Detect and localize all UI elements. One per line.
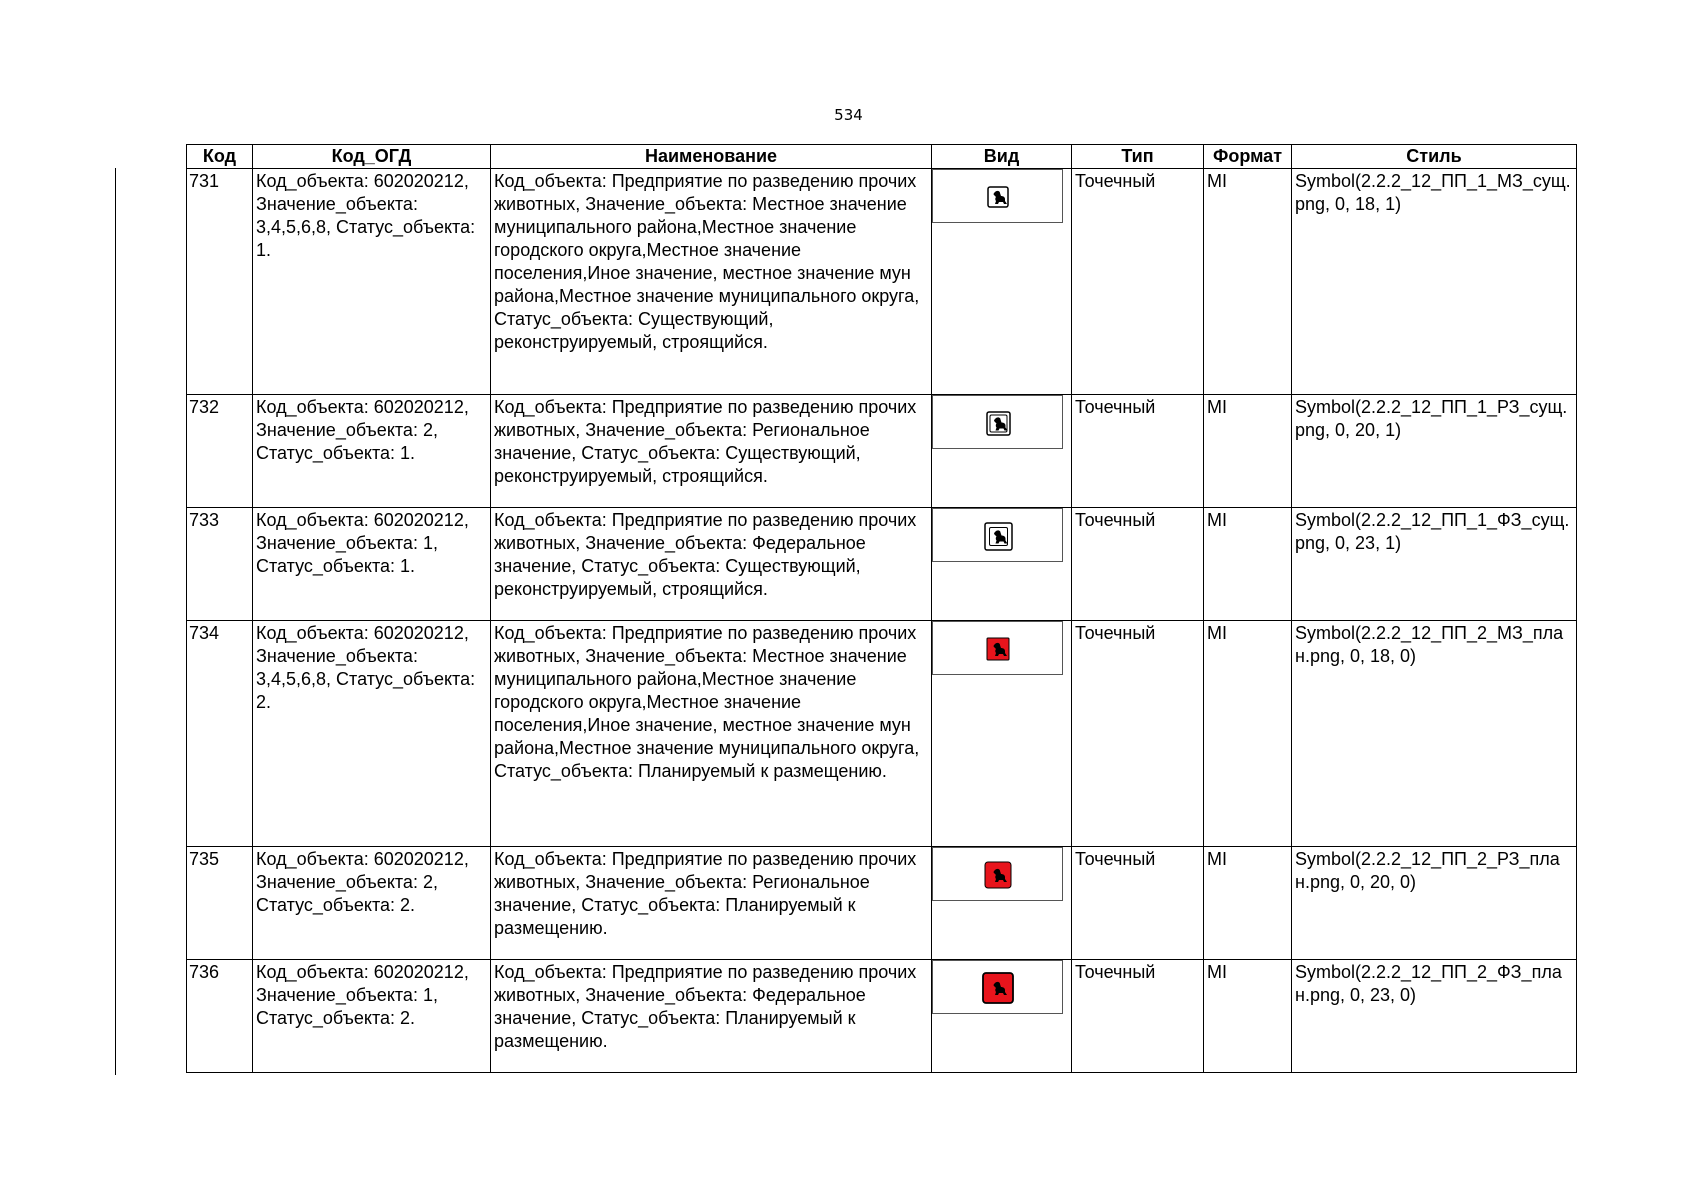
type-text: Точечный — [1075, 397, 1156, 417]
cell-view — [932, 847, 1072, 960]
header-ogd: Код_ОГД — [253, 145, 491, 169]
cell-type — [1072, 169, 1204, 395]
cell-style — [1292, 508, 1577, 621]
type-text: Точечный — [1075, 623, 1156, 643]
style-text: Symbol(2.2.2_12_ПП_1_РЗ_сущ.png, 0, 20, 1) — [1295, 397, 1568, 440]
symbol-box — [932, 847, 1063, 901]
code-text: 734 — [189, 623, 220, 643]
cell-type — [1072, 960, 1204, 1073]
symbol-box — [932, 395, 1063, 449]
animal-icon — [986, 637, 1010, 661]
table-row — [187, 847, 1577, 960]
cell-view — [932, 169, 1072, 395]
cell-ogd — [253, 169, 491, 395]
name-text: Код_объекта: Предприятие по разведению прочих животных, Значение_объекта: Федеральное значение, Статус_объекта: Существующий, реконструируемый, строящийся. — [494, 510, 917, 599]
cell-code — [187, 621, 253, 847]
header-format: Формат — [1204, 145, 1292, 169]
ogd-text: Код_объекта: 602020212, Значение_объекта: 2, Статус_объекта: 1. — [256, 397, 469, 463]
page-number: 534 — [834, 106, 863, 124]
symbol-box — [932, 169, 1063, 223]
name-text: Код_объекта: Предприятие по разведению прочих животных, Значение_объекта: Местное значение муниципального района,Местное значение городского округа,Местное значение поселения,Иное значение, местное значение мун района,Местное значение муниципального округа, Статус_объекта: Существующий, реконструируемый, строящийся. — [494, 171, 920, 352]
style-text: Symbol(2.2.2_12_ПП_2_МЗ_план.png, 0, 18, 0) — [1295, 623, 1564, 666]
header-name: Наименование — [491, 145, 932, 169]
animal-icon — [987, 186, 1009, 208]
cell-format — [1204, 395, 1292, 508]
format-text: MI — [1207, 623, 1227, 643]
format-text: MI — [1207, 171, 1227, 191]
symbol-table — [186, 144, 1577, 1073]
ogd-text: Код_объекта: 602020212, Значение_объекта: 1, Статус_объекта: 2. — [256, 962, 469, 1028]
header-code: Код — [187, 145, 253, 169]
cell-code — [187, 169, 253, 395]
cell-style — [1292, 960, 1577, 1073]
cell-format — [1204, 847, 1292, 960]
format-text: MI — [1207, 397, 1227, 417]
cell-style — [1292, 847, 1577, 960]
cell-ogd — [253, 960, 491, 1073]
type-text: Точечный — [1075, 171, 1156, 191]
type-text: Точечный — [1075, 962, 1156, 982]
format-text: MI — [1207, 849, 1227, 869]
table-row — [187, 621, 1577, 847]
cell-format — [1204, 508, 1292, 621]
animal-icon — [982, 972, 1014, 1004]
style-text: Symbol(2.2.2_12_ПП_1_МЗ_сущ.png, 0, 18, 1) — [1295, 171, 1571, 214]
cell-ogd — [253, 621, 491, 847]
cell-style — [1292, 621, 1577, 847]
cell-name — [491, 169, 932, 395]
cell-style — [1292, 395, 1577, 508]
header-type: Тип — [1072, 145, 1204, 169]
cell-ogd — [253, 847, 491, 960]
cell-name — [491, 847, 932, 960]
cell-style — [1292, 169, 1577, 395]
cell-type — [1072, 508, 1204, 621]
animal-icon — [984, 522, 1013, 551]
ogd-text: Код_объекта: 602020212, Значение_объекта: 3,4,5,6,8, Статус_объекта: 1. — [256, 171, 476, 260]
animal-icon — [986, 411, 1011, 436]
table-row — [187, 395, 1577, 508]
cell-code — [187, 960, 253, 1073]
cell-ogd — [253, 508, 491, 621]
animal-icon — [984, 861, 1012, 889]
code-text: 736 — [189, 962, 220, 982]
table-row — [187, 508, 1577, 621]
cell-name — [491, 960, 932, 1073]
cell-format — [1204, 169, 1292, 395]
style-text: Symbol(2.2.2_12_ПП_2_ФЗ_план.png, 0, 23, 0) — [1295, 962, 1562, 1005]
cell-code — [187, 847, 253, 960]
header-style: Стиль — [1292, 145, 1577, 169]
ogd-text: Код_объекта: 602020212, Значение_объекта: 3,4,5,6,8, Статус_объекта: 2. — [256, 623, 476, 712]
name-text: Код_объекта: Предприятие по разведению прочих животных, Значение_объекта: Региональное значение, Статус_объекта: Планируемый к размещению. — [494, 849, 917, 938]
cell-view — [932, 508, 1072, 621]
cell-type — [1072, 395, 1204, 508]
table-row — [187, 169, 1577, 395]
style-text: Symbol(2.2.2_12_ПП_2_РЗ_план.png, 0, 20, 0) — [1295, 849, 1560, 892]
table-row — [187, 960, 1577, 1073]
margin-line — [115, 168, 116, 1075]
header-row — [187, 145, 1577, 169]
cell-view — [932, 960, 1072, 1073]
cell-ogd — [253, 395, 491, 508]
symbol-box — [932, 960, 1063, 1014]
code-text: 733 — [189, 510, 220, 530]
code-text: 732 — [189, 397, 220, 417]
symbol-box — [932, 621, 1063, 675]
name-text: Код_объекта: Предприятие по разведению прочих животных, Значение_объекта: Региональное значение, Статус_объекта: Существующий, реконструируемый, строящийся. — [494, 397, 917, 486]
symbol-box — [932, 508, 1063, 562]
cell-view — [932, 621, 1072, 847]
type-text: Точечный — [1075, 849, 1156, 869]
style-text: Symbol(2.2.2_12_ПП_1_ФЗ_сущ.png, 0, 23, 1) — [1295, 510, 1570, 553]
cell-view — [932, 395, 1072, 508]
cell-code — [187, 395, 253, 508]
cell-code — [187, 508, 253, 621]
ogd-text: Код_объекта: 602020212, Значение_объекта: 2, Статус_объекта: 2. — [256, 849, 469, 915]
format-text: MI — [1207, 962, 1227, 982]
name-text: Код_объекта: Предприятие по разведению прочих животных, Значение_объекта: Федеральное значение, Статус_объекта: Планируемый к размещению. — [494, 962, 917, 1051]
cell-type — [1072, 847, 1204, 960]
format-text: MI — [1207, 510, 1227, 530]
name-text: Код_объекта: Предприятие по разведению прочих животных, Значение_объекта: Местное значение муниципального района,Местное значение городского округа,Местное значение поселения,Иное значение, местное значение мун района,Местное значение муниципального округа, Статус_объекта: Планируемый к размещению. — [494, 623, 920, 781]
type-text: Точечный — [1075, 510, 1156, 530]
header-view: Вид — [932, 145, 1072, 169]
cell-name — [491, 621, 932, 847]
cell-type — [1072, 621, 1204, 847]
code-text: 735 — [189, 849, 220, 869]
cell-format — [1204, 960, 1292, 1073]
cell-name — [491, 508, 932, 621]
ogd-text: Код_объекта: 602020212, Значение_объекта: 1, Статус_объекта: 1. — [256, 510, 469, 576]
cell-format — [1204, 621, 1292, 847]
code-text: 731 — [189, 171, 220, 191]
cell-name — [491, 395, 932, 508]
